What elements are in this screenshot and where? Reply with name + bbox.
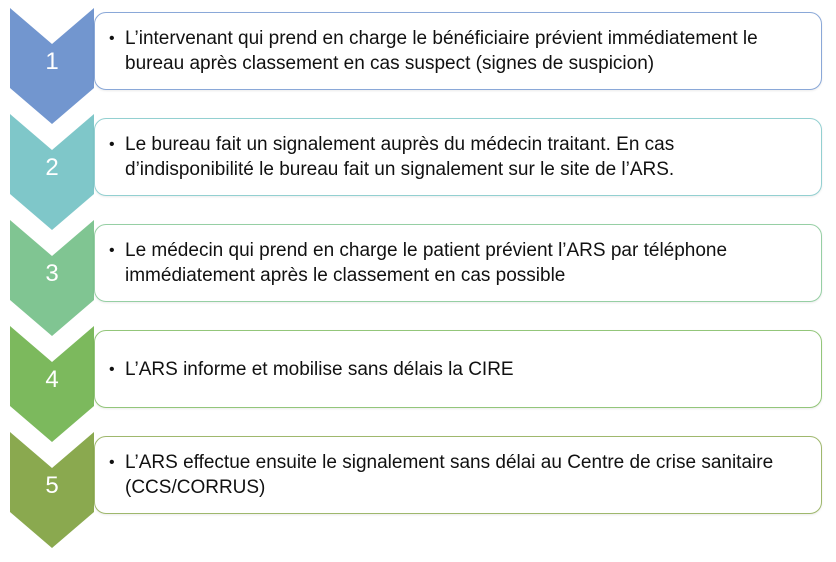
step-2 [0,114,836,230]
step-card [94,12,822,90]
step-3 [0,220,836,336]
step-text: • L’intervenant qui prend en charge le bénéficiaire prévient immédiatement le bureau après classement en cas suspect (signes de suspicion) [109,28,758,74]
step-number: 2 [45,154,59,181]
step-card [94,118,822,196]
step-4 [0,326,836,442]
step-text: • Le bureau fait un signalement auprès du médecin traitant. En cas d’indisponibilité le bureau fait un signalement sur le site de l’ARS. [109,134,675,180]
step-card [94,436,822,514]
step-5 [0,432,836,548]
bullet-icon: • [109,136,115,153]
step-text: • L’ARS effectue ensuite le signalement sans délai au Centre de crise sanitaire (CCS/CORRUS) [109,452,774,498]
bullet-icon: • [109,361,115,378]
step-chevron [10,8,94,124]
step-text: • L’ARS informe et mobilise sans délais la CIRE [109,359,514,380]
step-list [95,357,821,382]
step-list [95,132,821,182]
step-card [94,224,822,302]
step-list [95,238,821,288]
bullet-icon: • [109,242,115,259]
step-number: 3 [45,260,59,287]
bullet-icon: • [109,30,115,47]
step-list [95,450,821,500]
bullet-icon: • [109,454,115,471]
step-card [94,330,822,408]
step-1 [0,8,836,124]
step-number: 1 [45,48,59,75]
step-chevron [10,432,94,548]
step-chevron [10,220,94,336]
step-chevron [10,326,94,442]
step-number: 4 [45,366,59,393]
step-text: • Le médecin qui prend en charge le patient prévient l’ARS par téléphone immédiatement après le classement en cas possible [109,240,728,286]
step-list [95,26,821,76]
step-chevron [10,114,94,230]
step-number: 5 [45,472,59,499]
